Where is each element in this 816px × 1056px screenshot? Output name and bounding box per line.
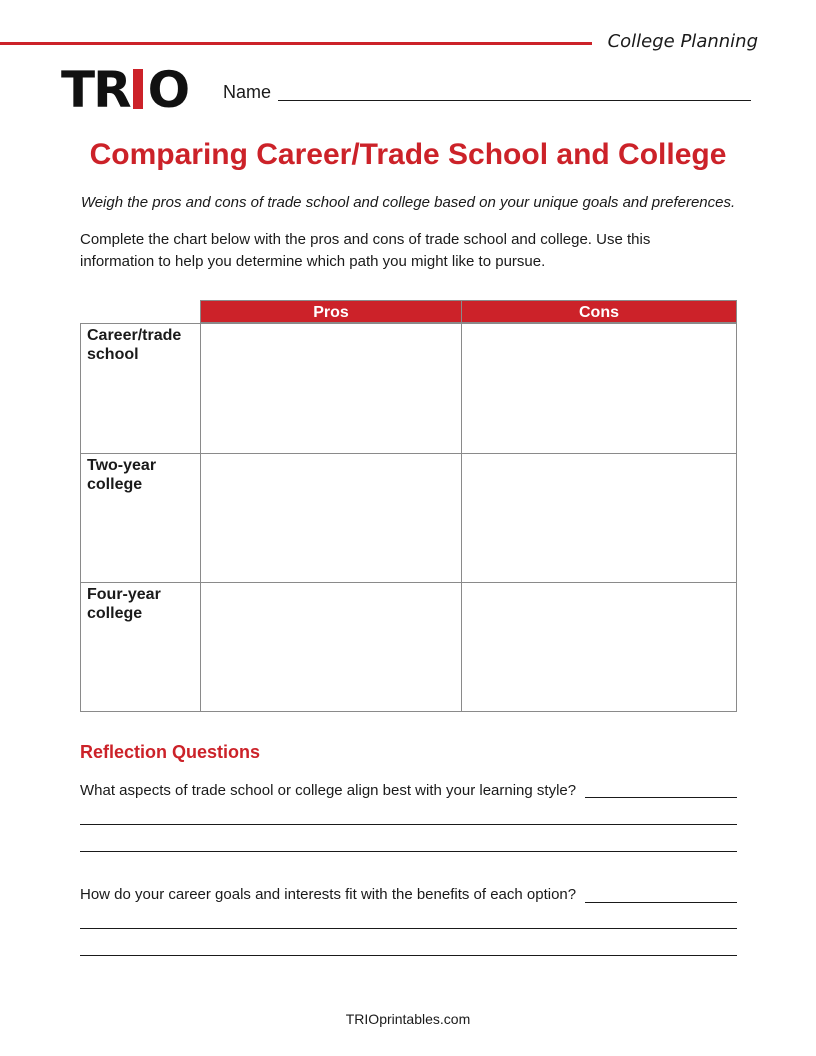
page-title: Comparing Career/Trade School and College — [89, 138, 727, 171]
answer-line[interactable] — [80, 928, 737, 929]
pros-cons-chart — [80, 300, 737, 712]
question-learning-style: What aspects of trade school or college align best with your learning style? — [80, 782, 577, 799]
answer-line[interactable] — [80, 851, 737, 852]
row-label-four-year-college: Four-year college — [80, 582, 201, 712]
question-career-goals: How do your career goals and interests fit with the benefits of each option? — [80, 886, 577, 903]
answer-line[interactable] — [585, 797, 737, 798]
instructions: Complete the chart below with the pros and cons of trade school and college. Use this information to help you determine which path you might like to pursue. — [80, 231, 651, 270]
reflection-title: Reflection Questions — [80, 742, 261, 762]
header-rule — [0, 42, 592, 45]
page-subtitle: Weigh the pros and cons of trade school and college based on your unique goals and preferences. — [80, 194, 736, 211]
cell-four-year-cons[interactable] — [461, 582, 737, 712]
answer-line[interactable] — [80, 955, 737, 956]
column-header-pros: Pros — [200, 300, 462, 323]
footer-url: TRIOprintables.com — [345, 1011, 471, 1027]
logo-text-right: O — [147, 61, 189, 119]
answer-line[interactable] — [80, 824, 737, 825]
cell-career-trade-pros[interactable] — [200, 323, 462, 454]
cell-two-year-pros[interactable] — [200, 453, 462, 583]
answer-line[interactable] — [585, 902, 737, 903]
category-label: College Planning — [607, 31, 758, 52]
cell-two-year-cons[interactable] — [461, 453, 737, 583]
cell-career-trade-cons[interactable] — [461, 323, 737, 454]
name-field-line[interactable] — [278, 100, 751, 101]
column-header-cons: Cons — [461, 300, 737, 323]
cell-four-year-pros[interactable] — [200, 582, 462, 712]
trio-logo — [61, 61, 189, 119]
row-label-career-trade-school: Career/trade school — [80, 323, 201, 454]
name-label: Name — [223, 82, 272, 102]
logo-text-left: TR — [61, 61, 130, 119]
logo-red-bar — [133, 69, 143, 109]
row-label-two-year-college: Two-year college — [80, 453, 201, 583]
